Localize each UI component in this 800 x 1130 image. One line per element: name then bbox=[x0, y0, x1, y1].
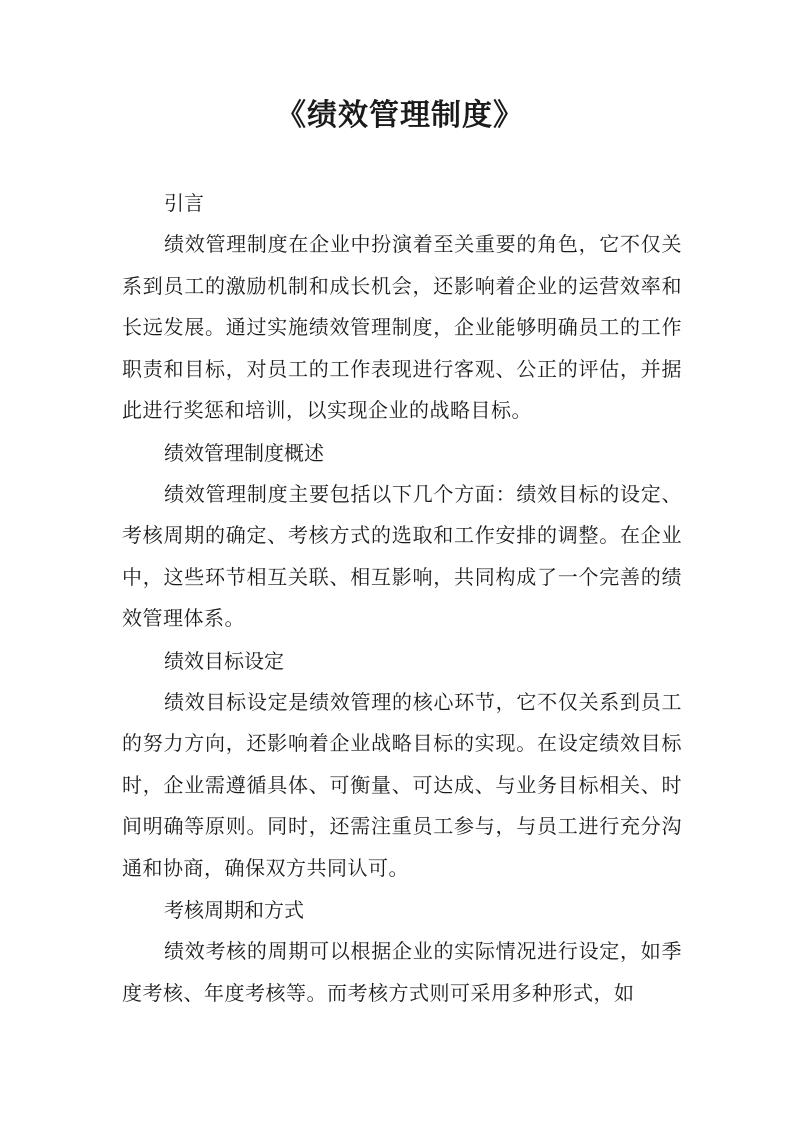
document-title: 《绩效管理制度》 bbox=[276, 98, 524, 133]
section-heading-overview: 绩效管理制度概述 bbox=[164, 440, 324, 465]
section-heading-review-cycle: 考核周期和方式 bbox=[164, 898, 304, 922]
section-heading-introduction: 引言 bbox=[164, 191, 204, 215]
section-heading-goal-setting: 绩效目标设定 bbox=[164, 648, 284, 673]
section-paragraph-introduction: 绩效管理制度在企业中扮演着至关重要的角色，它不仅关系到员工的激励机制和成长机会，还影响着企业的运营效率和长远发展。通过实施绩效管理制度，企业能够明确员工的工作职责和目标，对员工的工作表现进行客观、公正的评估，并据此进行奖惩和培训，以实现企业的战略目标。 bbox=[122, 232, 682, 422]
document-body bbox=[122, 182, 682, 1014]
section-paragraph-overview: 绩效管理制度主要包括以下几个方面：绩效目标的设定、考核周期的确定、考核方式的选取和工作安排的调整。在企业中，这些环节相互关联、相互影响，共同构成了一个完善的绩效管理体系。 bbox=[122, 481, 682, 630]
section-paragraph-goal-setting: 绩效目标设定是绩效管理的核心环节，它不仅关系到员工的努力方向，还影响着企业战略目标的实现。在设定绩效目标时，企业需遵循具体、可衡量、可达成、与业务目标相关、时间明确等原则。同时，还需注重员工参与，与员工进行充分沟通和协商，确保双方共同认可。 bbox=[122, 689, 682, 880]
section-paragraph-review-cycle: 绩效考核的周期可以根据企业的实际情况进行设定，如季度考核、年度考核等。而考核方式则可采用多种形式，如 bbox=[122, 939, 682, 1005]
